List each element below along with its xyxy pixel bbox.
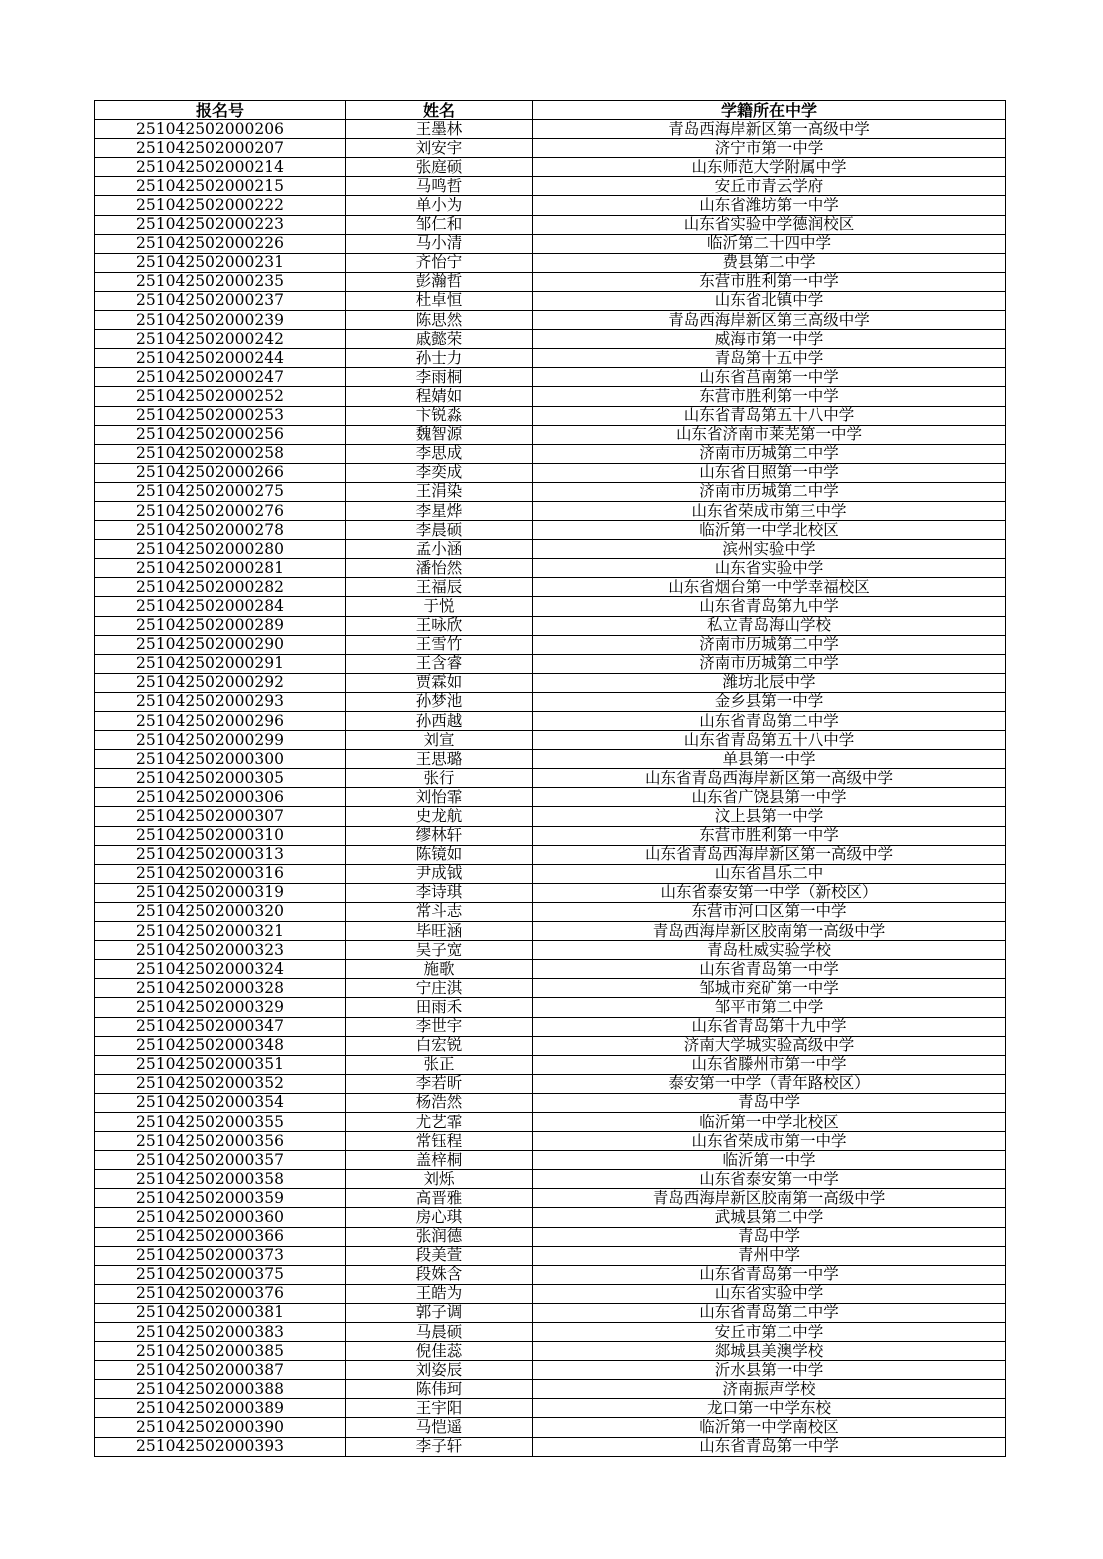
table-row (95, 349, 1006, 368)
name-cell: 刘怡霏 (346, 788, 533, 807)
table-row (95, 692, 1006, 711)
table-row (95, 1323, 1006, 1342)
school-cell: 安丘市第二中学 (533, 1323, 1006, 1342)
school-cell: 私立青岛海山学校 (533, 616, 1006, 635)
registration-no-cell: 251042502000313 (95, 845, 346, 864)
school-cell: 山东省荣成市第三中学 (533, 501, 1006, 520)
registration-no-cell: 251042502000290 (95, 635, 346, 654)
registration-no-cell: 251042502000291 (95, 654, 346, 673)
registration-no-cell: 251042502000354 (95, 1093, 346, 1112)
header-name: 姓名 (346, 101, 533, 120)
registration-no-cell: 251042502000328 (95, 979, 346, 998)
table-row (95, 1151, 1006, 1170)
registration-no-cell: 251042502000299 (95, 731, 346, 750)
name-cell: 马鸣哲 (346, 177, 533, 196)
name-cell: 李奕成 (346, 463, 533, 482)
name-cell: 张正 (346, 1055, 533, 1074)
table-row (95, 463, 1006, 482)
name-cell: 田雨禾 (346, 998, 533, 1017)
name-cell: 孙梦池 (346, 692, 533, 711)
table-row (95, 1227, 1006, 1246)
registration-no-cell: 251042502000231 (95, 253, 346, 272)
name-cell: 王宇阳 (346, 1399, 533, 1418)
school-cell: 济南大学城实验高级中学 (533, 1036, 1006, 1055)
school-cell: 汶上县第一中学 (533, 807, 1006, 826)
name-cell: 王皓为 (346, 1284, 533, 1303)
name-cell: 杨浩然 (346, 1093, 533, 1112)
name-cell: 常斗志 (346, 902, 533, 921)
name-cell: 马恺遥 (346, 1418, 533, 1437)
registration-no-cell: 251042502000329 (95, 998, 346, 1017)
registration-no-cell: 251042502000292 (95, 673, 346, 692)
registration-no-cell: 251042502000242 (95, 330, 346, 349)
table-row (95, 845, 1006, 864)
name-cell: 施歌 (346, 960, 533, 979)
school-cell: 山东师范大学附属中学 (533, 158, 1006, 177)
school-cell: 青岛西海岸新区胶南第一高级中学 (533, 922, 1006, 941)
table-row (95, 1093, 1006, 1112)
registration-no-cell: 251042502000235 (95, 272, 346, 291)
name-cell: 孙士力 (346, 349, 533, 368)
name-cell: 房心琪 (346, 1208, 533, 1227)
registration-no-cell: 251042502000320 (95, 902, 346, 921)
registration-no-cell: 251042502000324 (95, 960, 346, 979)
table-row (95, 444, 1006, 463)
registration-no-cell: 251042502000355 (95, 1112, 346, 1131)
table-row (95, 922, 1006, 941)
school-cell: 山东省实验中学 (533, 1284, 1006, 1303)
table-row (95, 521, 1006, 540)
name-cell: 高晋雅 (346, 1189, 533, 1208)
table-row (95, 1208, 1006, 1227)
registration-no-cell: 251042502000275 (95, 482, 346, 501)
school-cell: 临沂第二十四中学 (533, 234, 1006, 253)
name-cell: 李世宇 (346, 1017, 533, 1036)
registration-no-cell: 251042502000387 (95, 1361, 346, 1380)
table-row (95, 406, 1006, 425)
table-row (95, 712, 1006, 731)
name-cell: 单小为 (346, 196, 533, 215)
registration-no-cell: 251042502000390 (95, 1418, 346, 1437)
registration-no-cell: 251042502000347 (95, 1017, 346, 1036)
school-cell: 青岛中学 (533, 1093, 1006, 1112)
registration-no-cell: 251042502000360 (95, 1208, 346, 1227)
table-row (95, 1189, 1006, 1208)
table-row (95, 158, 1006, 177)
name-cell: 王咏欣 (346, 616, 533, 635)
table-row (95, 673, 1006, 692)
school-cell: 山东省荣成市第一中学 (533, 1132, 1006, 1151)
school-cell: 金乡县第一中学 (533, 692, 1006, 711)
registration-no-cell: 251042502000307 (95, 807, 346, 826)
name-cell: 戚懿荣 (346, 330, 533, 349)
table-row (95, 1170, 1006, 1189)
registration-no-cell: 251042502000237 (95, 291, 346, 310)
registration-no-cell: 251042502000351 (95, 1055, 346, 1074)
school-cell: 山东省青岛西海岸新区第一高级中学 (533, 845, 1006, 864)
name-cell: 宁庄淇 (346, 979, 533, 998)
school-cell: 山东省日照第一中学 (533, 463, 1006, 482)
registration-no-cell: 251042502000319 (95, 883, 346, 902)
name-cell: 李诗琪 (346, 883, 533, 902)
name-cell: 李思成 (346, 444, 533, 463)
registration-no-cell: 251042502000256 (95, 425, 346, 444)
header-registration-no: 报名号 (95, 101, 346, 120)
name-cell: 刘宣 (346, 731, 533, 750)
school-cell: 山东省青岛第一中学 (533, 1437, 1006, 1456)
registration-no-cell: 251042502000222 (95, 196, 346, 215)
table-row (95, 311, 1006, 330)
name-cell: 邹仁和 (346, 215, 533, 234)
school-cell: 滨州实验中学 (533, 540, 1006, 559)
school-cell: 青岛西海岸新区第一高级中学 (533, 120, 1006, 139)
registration-no-cell: 251042502000381 (95, 1303, 346, 1322)
table-row (95, 253, 1006, 272)
table-row (95, 902, 1006, 921)
school-cell: 山东省潍坊第一中学 (533, 196, 1006, 215)
table-row (95, 635, 1006, 654)
table-row (95, 1437, 1006, 1456)
table-row (95, 139, 1006, 158)
name-cell: 王涓染 (346, 482, 533, 501)
school-cell: 沂水县第一中学 (533, 1361, 1006, 1380)
name-cell: 于悦 (346, 597, 533, 616)
table-row (95, 1246, 1006, 1265)
name-cell: 李若昕 (346, 1074, 533, 1093)
school-cell: 济南市历城第二中学 (533, 654, 1006, 673)
registration-no-cell: 251042502000356 (95, 1132, 346, 1151)
name-cell: 郭子调 (346, 1303, 533, 1322)
registration-no-cell: 251042502000323 (95, 941, 346, 960)
table-row (95, 1036, 1006, 1055)
table-row (95, 998, 1006, 1017)
table-row (95, 883, 1006, 902)
name-cell: 杜卓恒 (346, 291, 533, 310)
registration-no-cell: 251042502000258 (95, 444, 346, 463)
table-row (95, 1303, 1006, 1322)
name-cell: 齐怡宁 (346, 253, 533, 272)
school-cell: 山东省昌乐二中 (533, 864, 1006, 883)
name-cell: 段姝含 (346, 1265, 533, 1284)
registration-no-cell: 251042502000207 (95, 139, 346, 158)
name-cell: 段美萱 (346, 1246, 533, 1265)
table-row (95, 1265, 1006, 1284)
registration-no-cell: 251042502000282 (95, 578, 346, 597)
school-cell: 东营市河口区第一中学 (533, 902, 1006, 921)
table-row (95, 960, 1006, 979)
name-cell: 马晨硕 (346, 1323, 533, 1342)
school-cell: 山东省广饶县第一中学 (533, 788, 1006, 807)
school-cell: 安丘市青云学府 (533, 177, 1006, 196)
registration-no-cell: 251042502000214 (95, 158, 346, 177)
name-cell: 张行 (346, 769, 533, 788)
school-cell: 邹城市兖矿第一中学 (533, 979, 1006, 998)
school-cell: 潍坊北辰中学 (533, 673, 1006, 692)
registration-no-cell: 251042502000357 (95, 1151, 346, 1170)
table-row (95, 272, 1006, 291)
registration-no-cell: 251042502000215 (95, 177, 346, 196)
school-cell: 山东省泰安第一中学（新校区） (533, 883, 1006, 902)
school-cell: 青岛第十五中学 (533, 349, 1006, 368)
registration-no-cell: 251042502000352 (95, 1074, 346, 1093)
school-cell: 临沂第一中学 (533, 1151, 1006, 1170)
registration-no-cell: 251042502000293 (95, 692, 346, 711)
school-cell: 山东省青岛第二中学 (533, 1303, 1006, 1322)
table-row (95, 979, 1006, 998)
registration-no-cell: 251042502000244 (95, 349, 346, 368)
name-cell: 毕旺涵 (346, 922, 533, 941)
registration-no-cell: 251042502000306 (95, 788, 346, 807)
table-row (95, 826, 1006, 845)
table-row (95, 769, 1006, 788)
table-row (95, 1074, 1006, 1093)
table-row (95, 1361, 1006, 1380)
name-cell: 史龙航 (346, 807, 533, 826)
name-cell: 刘安宇 (346, 139, 533, 158)
table-row (95, 425, 1006, 444)
name-cell: 王雪竹 (346, 635, 533, 654)
school-cell: 青州中学 (533, 1246, 1006, 1265)
name-cell: 李子轩 (346, 1437, 533, 1456)
school-cell: 山东省泰安第一中学 (533, 1170, 1006, 1189)
table-row (95, 597, 1006, 616)
school-cell: 山东省青岛第五十八中学 (533, 731, 1006, 750)
table-row (95, 368, 1006, 387)
registration-no-cell: 251042502000373 (95, 1246, 346, 1265)
table-row (95, 788, 1006, 807)
school-cell: 山东省实验中学 (533, 559, 1006, 578)
name-cell: 盖梓桐 (346, 1151, 533, 1170)
registration-no-cell: 251042502000389 (95, 1399, 346, 1418)
table-row (95, 1399, 1006, 1418)
table-row (95, 750, 1006, 769)
school-cell: 青岛中学 (533, 1227, 1006, 1246)
name-cell: 李晨硕 (346, 521, 533, 540)
table-row (95, 291, 1006, 310)
table-row (95, 330, 1006, 349)
school-cell: 青岛西海岸新区第三高级中学 (533, 311, 1006, 330)
school-cell: 临沂第一中学北校区 (533, 521, 1006, 540)
registration-no-cell: 251042502000223 (95, 215, 346, 234)
name-cell: 贾霖如 (346, 673, 533, 692)
table-row (95, 616, 1006, 635)
table-row (95, 578, 1006, 597)
name-cell: 王思璐 (346, 750, 533, 769)
name-cell: 张润德 (346, 1227, 533, 1246)
registration-no-cell: 251042502000239 (95, 311, 346, 330)
name-cell: 程婧如 (346, 387, 533, 406)
name-cell: 常钰程 (346, 1132, 533, 1151)
registration-no-cell: 251042502000247 (95, 368, 346, 387)
table-row (95, 1418, 1006, 1437)
table-row (95, 501, 1006, 520)
registration-no-cell: 251042502000284 (95, 597, 346, 616)
name-cell: 陈思然 (346, 311, 533, 330)
table-row (95, 215, 1006, 234)
name-cell: 陈伟珂 (346, 1380, 533, 1399)
name-cell: 卞锐淼 (346, 406, 533, 425)
school-cell: 山东省莒南第一中学 (533, 368, 1006, 387)
school-cell: 山东省实验中学德润校区 (533, 215, 1006, 234)
table-row (95, 1055, 1006, 1074)
school-cell: 青岛杜威实验学校 (533, 941, 1006, 960)
school-cell: 山东省青岛第一中学 (533, 960, 1006, 979)
name-cell: 王福辰 (346, 578, 533, 597)
name-cell: 李星烨 (346, 501, 533, 520)
registration-no-cell: 251042502000305 (95, 769, 346, 788)
table-row (95, 654, 1006, 673)
name-cell: 缪林轩 (346, 826, 533, 845)
table-row (95, 1380, 1006, 1399)
registration-no-cell: 251042502000366 (95, 1227, 346, 1246)
school-cell: 邹平市第二中学 (533, 998, 1006, 1017)
school-cell: 济宁市第一中学 (533, 139, 1006, 158)
registration-no-cell: 251042502000388 (95, 1380, 346, 1399)
school-cell: 济南振声学校 (533, 1380, 1006, 1399)
name-cell: 潘怡然 (346, 559, 533, 578)
school-cell: 山东省青岛第十九中学 (533, 1017, 1006, 1036)
table-row (95, 177, 1006, 196)
school-cell: 山东省济南市莱芜第一中学 (533, 425, 1006, 444)
school-cell: 山东省青岛第五十八中学 (533, 406, 1006, 425)
table-row (95, 864, 1006, 883)
table-row (95, 387, 1006, 406)
registration-no-cell: 251042502000348 (95, 1036, 346, 1055)
registration-no-cell: 251042502000289 (95, 616, 346, 635)
registration-no-cell: 251042502000226 (95, 234, 346, 253)
school-cell: 山东省青岛西海岸新区第一高级中学 (533, 769, 1006, 788)
table-row (95, 1284, 1006, 1303)
table-row (95, 941, 1006, 960)
school-cell: 山东省青岛第九中学 (533, 597, 1006, 616)
school-cell: 临沂第一中学北校区 (533, 1112, 1006, 1131)
name-cell: 魏智源 (346, 425, 533, 444)
name-cell: 王含睿 (346, 654, 533, 673)
table-row (95, 559, 1006, 578)
registration-no-cell: 251042502000383 (95, 1323, 346, 1342)
registration-no-cell: 251042502000280 (95, 540, 346, 559)
school-cell: 武城县第二中学 (533, 1208, 1006, 1227)
school-cell: 郯城县美澳学校 (533, 1342, 1006, 1361)
registration-no-cell: 251042502000385 (95, 1342, 346, 1361)
name-cell: 吴子宽 (346, 941, 533, 960)
table-row (95, 1017, 1006, 1036)
table-row (95, 807, 1006, 826)
school-cell: 泰安第一中学（青年路校区） (533, 1074, 1006, 1093)
registration-no-cell: 251042502000296 (95, 712, 346, 731)
table-row (95, 196, 1006, 215)
table-row (95, 482, 1006, 501)
name-cell: 刘姿辰 (346, 1361, 533, 1380)
header-row (95, 101, 1006, 120)
name-cell: 倪佳蕊 (346, 1342, 533, 1361)
school-cell: 东营市胜利第一中学 (533, 387, 1006, 406)
school-cell: 山东省青岛第二中学 (533, 712, 1006, 731)
school-cell: 单县第一中学 (533, 750, 1006, 769)
school-cell: 临沂第一中学南校区 (533, 1418, 1006, 1437)
registration-no-cell: 251042502000316 (95, 864, 346, 883)
name-cell: 白宏锐 (346, 1036, 533, 1055)
school-cell: 威海市第一中学 (533, 330, 1006, 349)
table-row (95, 540, 1006, 559)
registration-no-cell: 251042502000376 (95, 1284, 346, 1303)
table-row (95, 1132, 1006, 1151)
registration-no-cell: 251042502000358 (95, 1170, 346, 1189)
table-row (95, 1342, 1006, 1361)
school-cell: 东营市胜利第一中学 (533, 272, 1006, 291)
name-cell: 张庭硕 (346, 158, 533, 177)
school-cell: 山东省北镇中学 (533, 291, 1006, 310)
registration-no-cell: 251042502000393 (95, 1437, 346, 1456)
school-cell: 山东省烟台第一中学幸福校区 (533, 578, 1006, 597)
school-cell: 山东省滕州市第一中学 (533, 1055, 1006, 1074)
name-cell: 马小清 (346, 234, 533, 253)
name-cell: 李雨桐 (346, 368, 533, 387)
name-cell: 尤艺霏 (346, 1112, 533, 1131)
table-row (95, 120, 1006, 139)
registration-no-cell: 251042502000321 (95, 922, 346, 941)
name-cell: 孟小涵 (346, 540, 533, 559)
name-cell: 刘烁 (346, 1170, 533, 1189)
school-cell: 济南市历城第二中学 (533, 635, 1006, 654)
table-row (95, 234, 1006, 253)
table-row (95, 1112, 1006, 1131)
registration-no-cell: 251042502000206 (95, 120, 346, 139)
school-cell: 山东省青岛第一中学 (533, 1265, 1006, 1284)
school-cell: 济南市历城第二中学 (533, 444, 1006, 463)
school-cell: 青岛西海岸新区胶南第一高级中学 (533, 1189, 1006, 1208)
registration-no-cell: 251042502000278 (95, 521, 346, 540)
registration-no-cell: 251042502000359 (95, 1189, 346, 1208)
name-cell: 彭瀚哲 (346, 272, 533, 291)
school-cell: 东营市胜利第一中学 (533, 826, 1006, 845)
registration-no-cell: 251042502000300 (95, 750, 346, 769)
registration-no-cell: 251042502000375 (95, 1265, 346, 1284)
name-cell: 陈镜如 (346, 845, 533, 864)
registration-no-cell: 251042502000253 (95, 406, 346, 425)
school-cell: 济南市历城第二中学 (533, 482, 1006, 501)
registration-no-cell: 251042502000310 (95, 826, 346, 845)
registration-no-cell: 251042502000281 (95, 559, 346, 578)
header-school: 学籍所在中学 (533, 101, 1006, 120)
student-table (94, 100, 1006, 1457)
school-cell: 费县第二中学 (533, 253, 1006, 272)
registration-no-cell: 251042502000252 (95, 387, 346, 406)
name-cell: 孙西越 (346, 712, 533, 731)
registration-no-cell: 251042502000276 (95, 501, 346, 520)
table-row (95, 731, 1006, 750)
school-cell: 龙口第一中学东校 (533, 1399, 1006, 1418)
name-cell: 王墨林 (346, 120, 533, 139)
registration-no-cell: 251042502000266 (95, 463, 346, 482)
name-cell: 尹成钺 (346, 864, 533, 883)
